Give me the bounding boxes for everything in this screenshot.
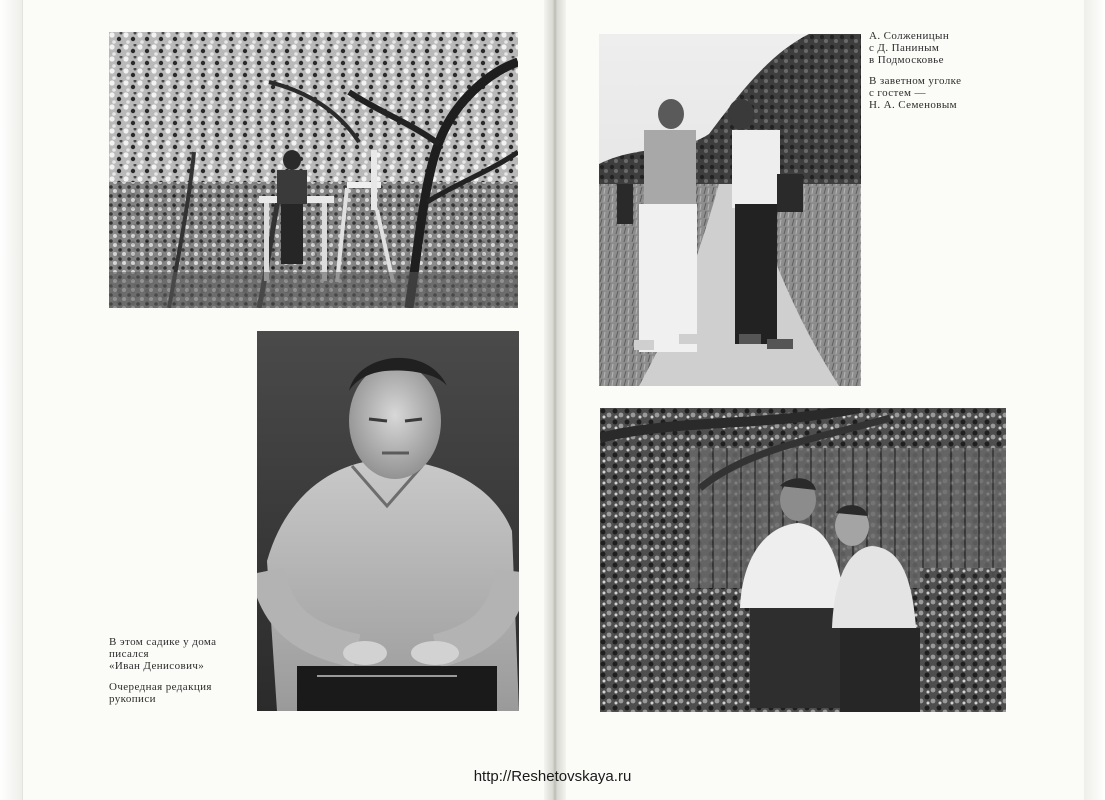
source-url[interactable]: http://Reshetovskaya.ru — [473, 768, 632, 785]
garden-photo — [109, 32, 518, 308]
walk-photo — [599, 34, 861, 386]
caption-line: рукописи — [109, 693, 156, 705]
caption-line: Н. А. Семеновым — [869, 99, 958, 111]
left-caption — [109, 636, 249, 705]
right-caption — [869, 30, 1009, 111]
book-edge-right — [1084, 0, 1105, 800]
caption-line: «Иван Денисович» — [109, 660, 205, 672]
caption-line: писался — [109, 648, 150, 660]
book-gutter — [544, 0, 566, 800]
caption-line: В этом садике у дома — [109, 636, 217, 648]
caption-line: Очередная редакция — [109, 681, 212, 693]
caption-line: А. Солженицын — [869, 30, 950, 42]
caption-line: с Д. Паниным — [869, 42, 940, 54]
caption-line: с гостем — — [869, 87, 926, 99]
book-edge-left — [0, 0, 22, 800]
visit-photo — [600, 408, 1006, 712]
portrait-photo — [257, 331, 519, 711]
caption-line: в Подмосковье — [869, 54, 944, 66]
caption-line: В заветном уголке — [869, 75, 962, 87]
